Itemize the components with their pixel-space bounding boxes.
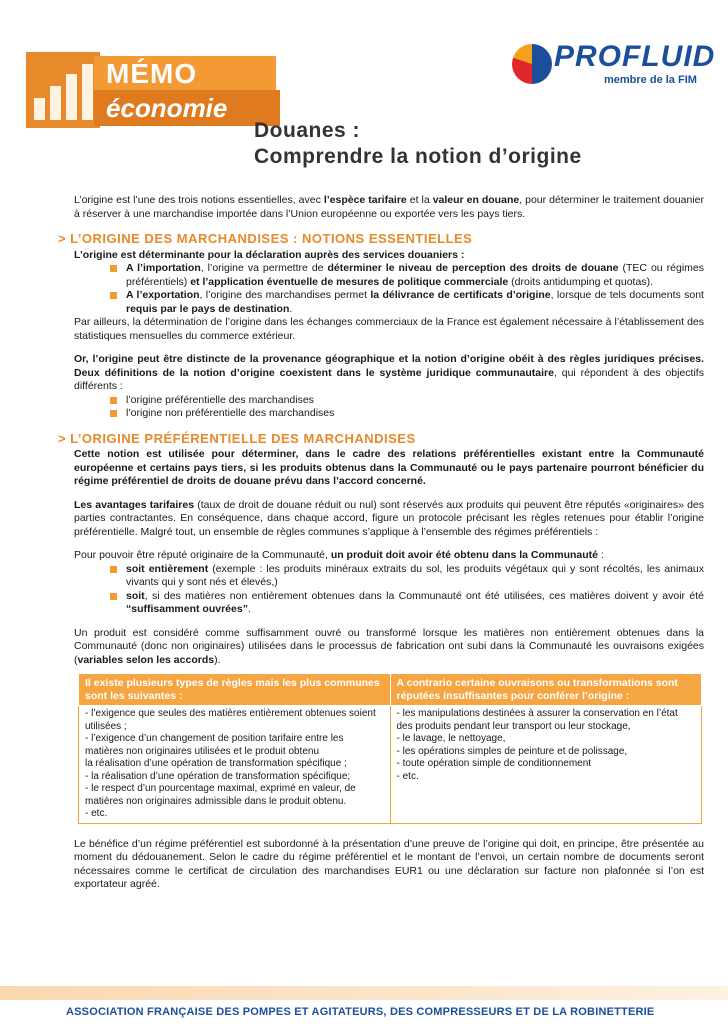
table-header-row [79,674,702,706]
square-bullet-icon [110,566,117,573]
table-cell-rules: - l’exigence que seules des matières entièrement obtenues soient utilisées ; - l’exigence d’un changement de position tarifaire entre les matières non originaires utilisées et le produit obtenu la réalisation d’une opération de transformation spécifique ; - la réalisation d’une opération de transformation spécifique; - le respect d’un pourcentage maximal, exprimé en valeur, de matières non originaires admissible dans le produit obtenu. - etc. [79,706,391,824]
chevron-right-icon: > [58,430,67,446]
square-bullet-icon [110,410,117,417]
table-header-cell: A contrario certaine ouvraisons ou transformations sont réputées insuffisantes pour conférer l’origine : [390,674,702,706]
section1-paragraph: Par ailleurs, la détermination de l’origine dans les échanges commerciaux de la France est également nécessaire à l’établissement des statistiques mensuelles du commerce extérieur. [74,316,704,342]
section1-bullets [74,262,704,316]
chevron-right-icon: > [58,231,67,246]
list-item: soit, si des matières non entièrement obtenues dans la Communauté ont été utilisées, ces matières doivent y avoir été “suffisamment ouvrées”. [110,590,704,617]
list-item: A l’importation, l’origine va permettre de déterminer le niveau de perception des droits de douane (TEC ou régimes préférentiels) et l’application éventuelle de mesures de politique commerciale (droits antidumping et quotas). [110,262,704,289]
logo-globe-icon [512,44,552,84]
intro-paragraph: L’origine est l’une des trois notions essentielles, avec l’espèce tarifaire et la valeur en douane, pour déterminer le traitement douanier à réserver à une marchandise importée dans l’Union européenne ou exportée vers les pays tiers. [74,194,705,220]
memo-label: MÉMO [94,56,276,92]
title-line-2: Comprendre la notion d’origine [254,145,582,168]
square-bullet-icon [110,292,117,299]
rules-table [78,673,702,824]
title-line-1: Douanes : [254,119,361,142]
footer-association-name: ASSOCIATION FRANÇAISE DES POMPES ET AGITATEURS, DES COMPRESSEURS ET DE LA ROBINETTERIE [66,1006,655,1018]
economie-label: économie [94,90,280,126]
footer [0,986,728,1030]
chart-bars-icon [26,52,100,128]
square-bullet-icon [110,593,117,600]
section2-bullets [74,563,704,617]
section2-paragraph-2: Pour pouvoir être réputé originaire de la Communauté, un produit doit avoir été obtenu dans la Communauté : [74,549,604,561]
section-heading-preferentielle: > L’ORIGINE PRÉFÉRENTIELLE DES MARCHANDISES [58,430,416,446]
logo-subtitle: membre de la FIM [604,74,697,86]
table-row [79,706,702,824]
section1-paragraph-2: Or, l’origine peut être distincte de la provenance géographique et la notion d’origine obéit à des règles juridiques précises. Deux définitions de la notion d’origine coexistent dans le système juridique communautaire, qui répondent à des objectifs différents : [74,353,704,392]
table-header-cell: Il existe plusieurs types de règles mais les plus communes sont les suivantes : [79,674,391,706]
list-item: l’origine préférentielle des marchandises [110,394,704,408]
list-item: l’origine non préférentielle des marchandises [110,407,704,421]
square-bullet-icon [110,265,117,272]
list-item: A l’exportation, l’origine des marchandises permet la délivrance de certificats d’origine, lorsque de tels documents sont requis par le pays de destination. [110,289,704,316]
origin-types-list [74,394,704,421]
section-heading-essentielles: > L’ORIGINE DES MARCHANDISES : NOTIONS ESSENTIELLES [58,231,473,246]
footer-band [0,986,728,1000]
section2-lead: Cette notion est utilisée pour déterminer, dans le cadre des relations préférentielles existant entre la Communauté européenne et certains pays tiers, si les produits obtenus dans la Communauté ou le pays partenaire pourront bénéficier du régime préférentiel de droits de douane prévu dans l’accord concerné. [74,448,704,487]
square-bullet-icon [110,397,117,404]
memo-economie-banner [26,34,262,128]
section1-lead: L’origine est déterminante pour la déclaration auprès des services douaniers : [74,248,465,261]
closing-paragraph: Le bénéfice d’un régime préférentiel est subordonné à la présentation d’une preuve de l’origine qui doit, en principe, être présentée au moment du dédouanement. Selon le cadre du régime préférentiel et le montant de l’envoi, un certain nombre de documents seront nécessaires comme le certificat de circulation des marchandises EUR1 ou une déclaration sur facture non plafonnée si l’on est exportateur agréé. [74,837,704,890]
section2-paragraph-3: Un produit est considéré comme suffisamment ouvré ou transformé lorsque les matières non entièrement obtenues dans la Communauté (donc non originaires) utilisées dans le processus de fabrication ont subi dans la Communauté les ouvraisons exigées (variables selon les accords). [74,626,704,666]
table-cell-insufficient: - les manipulations destinées à assurer la conservation en l’état des produits pendant leur transport ou leur stockage, - le lavage, le nettoyage, - les opérations simples de peinture et de polissage, - toute opération simple de conditionnement - etc. [390,706,702,824]
logo-name: PROFLUID [554,40,716,73]
section2-paragraph-1: Les avantages tarifaires (taux de droit de douane réduit ou nul) sont réservés aux produits qui peuvent être réputés «originaires» des parties contractantes. En conséquence, dans chaque accord, figure un protocole précisant les règles retenues pour établir l’origine préférentielle. Malgré tout, un ensemble de règles communes s’applique à l’ensemble des régimes préférentiels : [74,498,704,538]
page-title [254,118,582,170]
document-body [58,194,705,892]
profluid-logo [512,40,716,90]
list-item: soit entièrement (exemple : les produits minéraux extraits du sol, les produits végétaux qui y sont récoltés, les animaux vivants qui y sont nés et élevés,) [110,563,704,590]
